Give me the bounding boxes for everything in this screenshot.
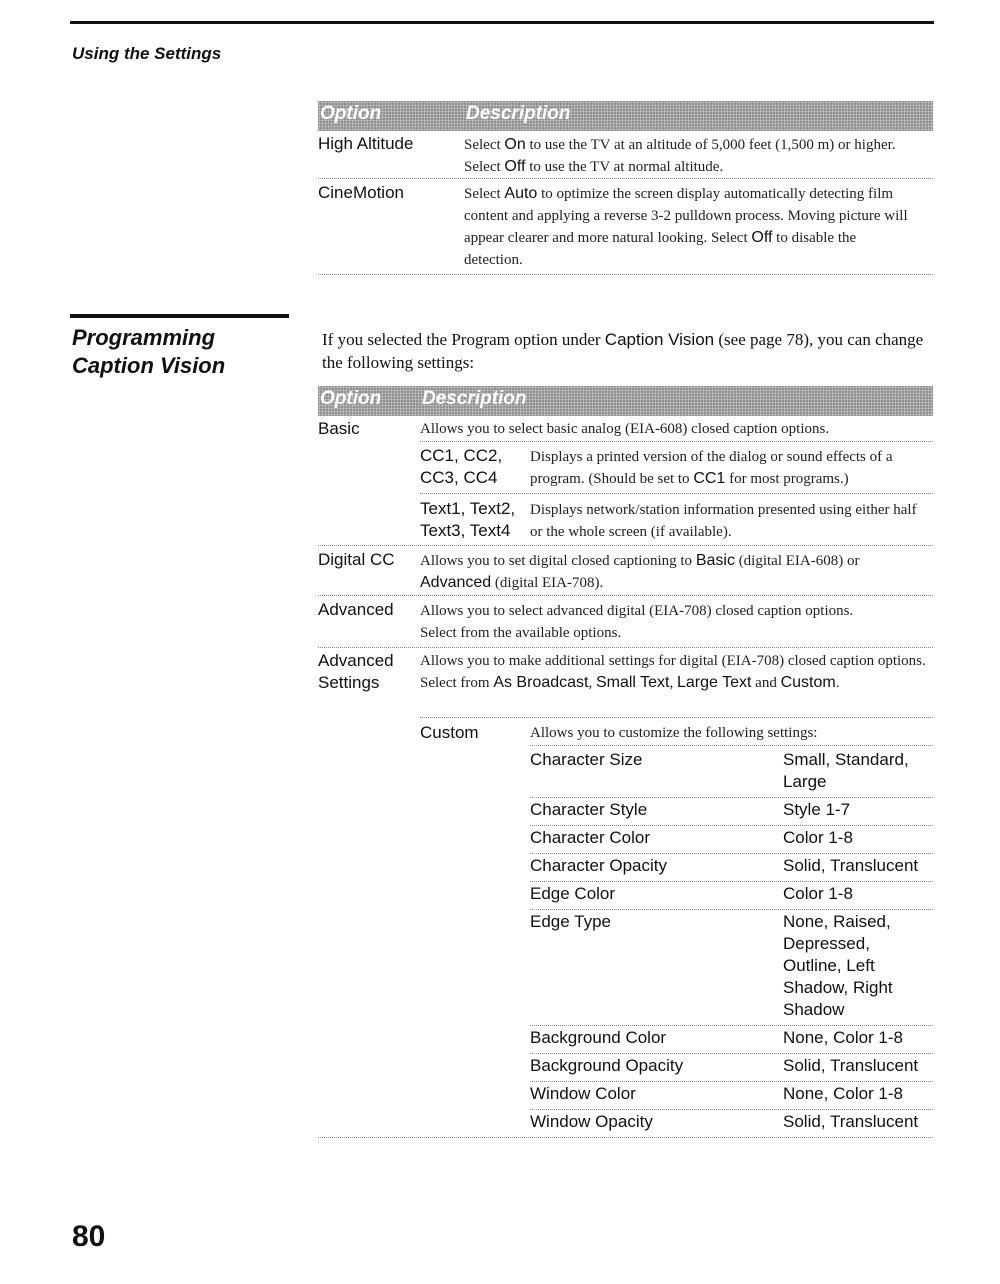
section-header: Using the Settings (72, 44, 222, 63)
setting-value: Color 1-8 (783, 828, 853, 847)
sub-label-text: Text1, Text2, Text3, Text4 (420, 499, 516, 540)
setting-name: Edge Color (530, 884, 616, 903)
setting-value: Solid, Translucent (783, 1112, 919, 1131)
table-row-high-altitude (318, 131, 933, 179)
setting-name: Character Size (530, 750, 643, 769)
setting-name: Edge Type (530, 912, 611, 931)
table-row (530, 1026, 933, 1054)
table-row (530, 854, 933, 882)
table-row (530, 798, 933, 826)
page-number: 80 (72, 1220, 106, 1253)
table-row (530, 882, 933, 910)
description-custom: Allows you to customize the following settings: (530, 720, 933, 746)
intro-paragraph: If you selected the Program option under Caption Vision (see page 78), you can change the following settings: (322, 330, 924, 372)
setting-value: None, Raised, Depressed, Outline, Left Shadow, Right Shadow (783, 912, 893, 1019)
sub-description-cc: Displays a printed version of the dialog or sound effects of a program. (Should be set to CC1 for most programs.) (530, 449, 893, 487)
description-digital-cc: Allows you to set digital closed captioning to Basic (digital EIA-608) or Advanced (digital EIA-708). (420, 552, 860, 591)
setting-name: Background Opacity (530, 1056, 684, 1075)
sub-label-cc: CC1, CC2, CC3, CC4 (420, 446, 503, 487)
option-label-basic: Basic (318, 419, 360, 438)
setting-name: Character Style (530, 800, 648, 819)
setting-value: Small, Standard, Large (783, 750, 909, 791)
setting-name: Character Color (530, 828, 650, 847)
sub-label-custom: Custom (420, 723, 479, 742)
setting-value: Style 1-7 (783, 800, 851, 819)
setting-value: Solid, Translucent (783, 856, 919, 875)
setting-value: None, Color 1-8 (783, 1084, 904, 1103)
setting-value: Solid, Translucent (783, 1056, 919, 1075)
sub-row-cc (420, 442, 933, 494)
setting-name: Window Opacity (530, 1112, 653, 1131)
table-row (530, 748, 933, 798)
table-row (530, 826, 933, 854)
table2-col-description: Description (422, 388, 527, 409)
description-basic: Allows you to select basic analog (EIA-608) closed caption options. (420, 416, 933, 442)
table1-header (318, 101, 933, 131)
table-row (530, 910, 933, 1026)
table1-col-option: Option (320, 103, 382, 124)
sidebar-title: Programming Caption Vision (72, 325, 226, 378)
option-label-advanced-settings: Advanced Settings (318, 651, 394, 692)
setting-name: Background Color (530, 1028, 667, 1047)
top-rule (70, 21, 934, 24)
table-row-digital-cc (318, 546, 933, 596)
option-label-advanced: Advanced (318, 600, 394, 619)
table-row (530, 1054, 933, 1082)
table2-col-option: Option (320, 388, 382, 409)
description-advanced-settings: Allows you to make additional settings for digital (EIA-708) closed caption options. Select from As Broadcast, Small Text, Large Text and Custom. (420, 648, 933, 718)
table2-header (318, 386, 933, 416)
setting-value: None, Color 1-8 (783, 1028, 904, 1047)
description-high-altitude: Select On to use the TV at an altitude of 5,000 feet (1,500 m) or higher. Select Off to use the TV at normal altitude. (464, 136, 896, 175)
table-row-advanced (318, 596, 933, 648)
table2-bottom-rule (318, 1137, 933, 1138)
setting-name: Window Color (530, 1084, 636, 1103)
table-row (530, 1082, 933, 1110)
option-label-high-altitude: High Altitude (318, 134, 414, 153)
table-row-cinemotion (318, 179, 933, 275)
option-label-cinemotion: CineMotion (318, 183, 404, 202)
setting-name: Character Opacity (530, 856, 667, 875)
sub-description-text: Displays network/station information presented using either half or the whole screen (if available). (530, 502, 917, 540)
option-label-digital-cc: Digital CC (318, 550, 395, 569)
table-row (530, 1110, 933, 1138)
description-advanced: Allows you to select advanced digital (EIA-708) closed caption options. Select from the available options. (420, 603, 854, 641)
sidebar-rule (70, 314, 289, 318)
sub-row-text (318, 494, 933, 546)
table1-col-description: Description (466, 103, 571, 124)
setting-value: Color 1-8 (783, 884, 853, 903)
description-cinemotion: Select Auto to optimize the screen display automatically detecting film content and applying a reverse 3-2 pulldown process. Moving picture will appear clearer and more natural looking. Select Off to disable the detection. (464, 185, 908, 268)
